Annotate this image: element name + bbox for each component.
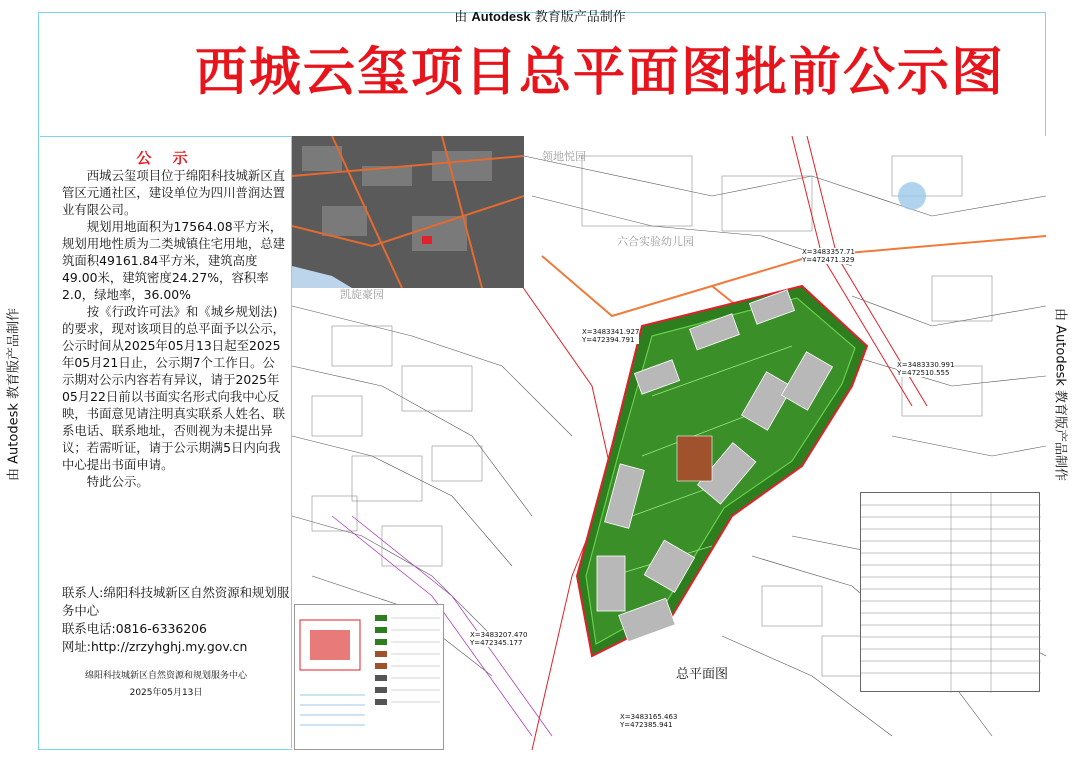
footer-date: 2025年05月13日 (129, 688, 203, 698)
legend-box (294, 604, 444, 750)
notice-panel (40, 136, 292, 748)
coordinate-x: X=3483165.463 (620, 713, 678, 721)
notice-paragraph: 规划用地面积为17564.08平方米，规划用地性质为二类城镇住宅用地，总建筑面积49161.84平方米，建筑高度49.00米，建筑密度24.27%，容积率2.0，绿地率，36.00% (62, 219, 286, 302)
notice-body (62, 167, 286, 490)
notice-paragraph: 西城云玺项目位于绵阳科技城新区直管区元通社区，建设单位为四川普润达置业有限公司。 (62, 168, 286, 217)
indicator-table (860, 492, 1040, 692)
footer-org: 绵阳科技城新区自然资源和规划服务中心 (84, 671, 247, 681)
coordinate-label (470, 631, 527, 647)
legend-graphics (295, 605, 445, 750)
plan-label: 总平面图 (676, 667, 729, 682)
coordinate-y: Y=472394.791 (582, 336, 635, 344)
notice-paragraph: 按《行政许可法》和《城乡规划法)的要求，现对该项目的总平面予以公示，公示时间从2025年05月13日起至2025年05月21日止，公示期7个工作日。公示期对公示内容若有异议，请于2025年05月22日前以书面实名形式向我中心反映，书面意见请注明真实联系人姓名、联系电话、联系地址，否则视为未提出异议；若需听证，请于公示期满5日内向我中心提出书面申请。 (62, 304, 286, 472)
indicator-table-grid (861, 493, 1041, 693)
coordinate-label (897, 361, 954, 377)
coordinate-x: X=3483330.991 (897, 361, 955, 369)
watermark-top: 由 Autodesk 教育版产品制作 (454, 9, 626, 25)
coordinate-y: Y=472471.329 (802, 256, 855, 264)
watermark-left: 由 Autodesk 教育版产品制作 (6, 308, 22, 481)
page-title: 西城云玺项目总平面图批前公示图 (194, 43, 1005, 103)
coordinate-label (582, 328, 639, 344)
contact-phone: 联系电话:0816-6336206 (62, 621, 207, 636)
aerial-photo (292, 136, 524, 288)
coordinate-x: X=3483357.71 (802, 248, 855, 256)
place-label: 领地悦园 (542, 150, 586, 163)
notice-heading: 公 示 (136, 149, 196, 167)
coordinate-label (620, 713, 677, 729)
place-label: 六合实验幼儿园 (617, 235, 694, 248)
coordinate-label (802, 248, 855, 264)
coordinate-y: Y=472385.941 (620, 721, 673, 729)
site-plan-map[interactable] (292, 136, 1046, 750)
coordinate-x: X=3483341.927 (582, 328, 640, 336)
contact-website[interactable]: 网址:http://zrzyhghj.my.gov.cn (62, 639, 248, 654)
place-label: 凯旋豪园 (340, 288, 384, 301)
coordinate-y: Y=472510.555 (897, 369, 950, 377)
aerial-photo-lines (292, 136, 524, 288)
notice-paragraph: 特此公示。 (86, 474, 149, 489)
contact-block (62, 584, 290, 656)
coordinate-y: Y=472345.177 (470, 639, 523, 647)
contact-person: 联系人:绵阳科技城新区自然资源和规划服务中心 (62, 585, 290, 618)
watermark-right: 由 Autodesk 教育版产品制作 (1052, 308, 1068, 481)
coordinate-x: X=3483207.470 (470, 631, 528, 639)
